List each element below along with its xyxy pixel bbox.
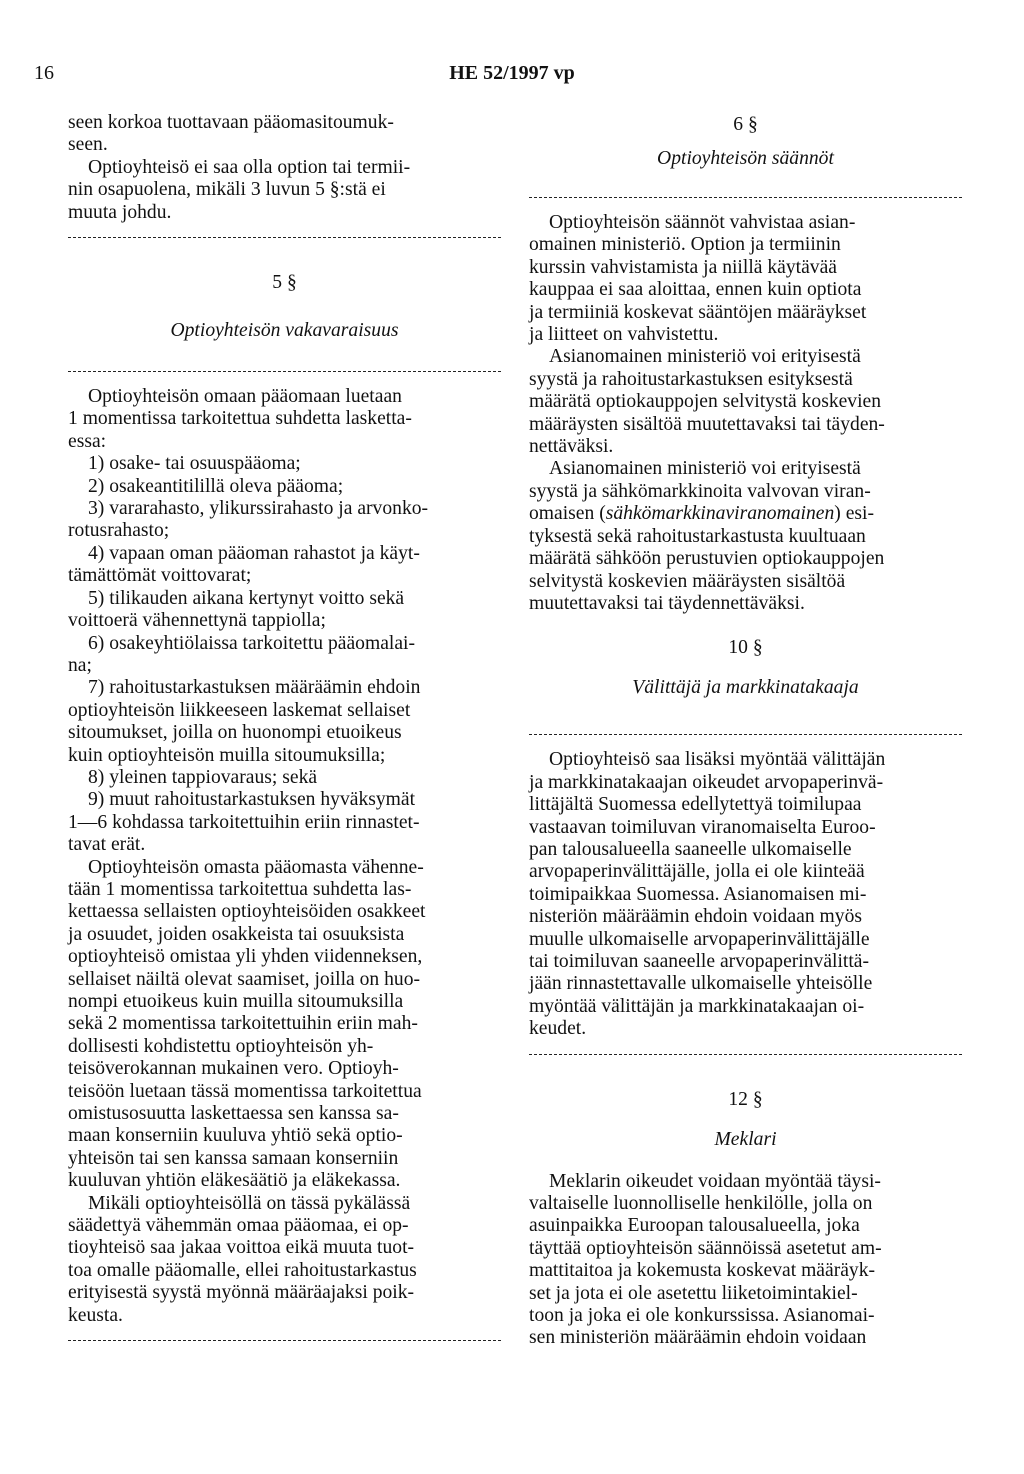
section-number: 12 § bbox=[728, 1088, 763, 1110]
text-run: Asianomainen ministeriö voi erityisestä syystä ja sähkömarkkinoita valvovan viran- omaisen ( bbox=[529, 458, 871, 525]
list-item: 5) tilikauden aikana kertynyt voitto sekä voittoerä vähennettynä tappiolla; bbox=[68, 587, 405, 632]
list-item: 9) muut rahoitustarkastuksen hyväksymät 1—6 kohdassa tarkoitettuihin eriin rinnastet- tavat erät. bbox=[68, 789, 420, 856]
paragraph: Mikäli optioyhteisöllä on tässä pykälässä säädettyä vähemmän omaa pääomaa, ei op- tioyhteisö saa jakaa voittoa eikä muuta tuot- toa omalle pääomalle, ellei rahoitustarkastus erityisestä syystä myönnä määräajaksi poik- keusta. bbox=[68, 1192, 417, 1326]
list-item: 2) osakeantitilillä oleva pääoma; bbox=[88, 475, 344, 497]
section-title: Meklari bbox=[714, 1128, 777, 1150]
list-item: 6) osakeyhtiölaissa tarkoitettu pääomalai- na; bbox=[68, 632, 415, 676]
section-title: Välittäjä ja markkinatakaaja bbox=[632, 677, 859, 699]
paragraph: Meklarin oikeudet voidaan myöntää täysi- valtaiselle luonnolliselle henkilölle, jolla on asuinpaikka Euroopan talousalueella, joka täyttää optioyhteisön säännöissä asetetut am- mattitaitoa ja kokemusta koskevat määräyk- set ja jota ei ole asetettu liiketoimintakiel- toon ja joka ei ole konkurssissa. Asianomai- sen ministeriön määräämin ehdoin voidaan bbox=[529, 1170, 882, 1349]
omission-separator bbox=[68, 1327, 501, 1349]
page-header bbox=[0, 62, 1024, 94]
text-run: ) esi- tyksestä sekä rahoitustarkastusta kuultuaan määrätä sähköön perustuvien optiokauppojen selvitystä koskevien määräysten sisältöä muutettavaksi tai täydennettäväksi. bbox=[529, 503, 885, 614]
section-number: 6 § bbox=[733, 114, 758, 135]
list-item: 8) yleinen tappiovaraus; sekä bbox=[88, 766, 318, 788]
paragraph: Optioyhteisö ei saa olla option tai termii- nin osapuolena, mikäli 3 luvun 5 §:stä ei muuta johdu. bbox=[68, 156, 411, 223]
left-column bbox=[68, 112, 501, 1349]
paragraph bbox=[529, 458, 962, 615]
list-item: 7) rahoitustarkastuksen määräämin ehdoin optioyhteisön liikkeeseen laskemat sellaiset sitoumukset, joilla on huonompi etuoikeus kuin optioyhteisön muilla sitoumuksilla; bbox=[68, 677, 421, 766]
omission-separator bbox=[68, 358, 501, 380]
document-id: HE 52/1997 vp bbox=[449, 62, 575, 84]
paragraph: Asianomainen ministeriö voi erityisestä syystä ja rahoitustarkastuksen esityksestä määrätä optiokauppojen selvitystä koskevien määräysten sisältöä muutettavaksi tai täyden- nettäväksi. bbox=[529, 346, 885, 458]
paragraph-continued: seen korkoa tuottavaan pääomasitoumuk- seen. bbox=[68, 112, 394, 156]
paragraph: Optioyhteisön säännöt vahvistaa asian- omainen ministeriö. Option ja termiinin kurssin vahvistamista ja niillä käytävää kauppaa ei saa aloittaa, ennen kuin optiota ja termiiniä koskevat sääntöjen määräykset ja liitteet on vahvistettu. bbox=[529, 212, 867, 346]
right-column bbox=[529, 112, 962, 1350]
paragraph: Optioyhteisö saa lisäksi myöntää välittäjän ja markkinatakaajan oikeudet arvopaperinvä- littäjältä Suomessa edellytettyä toimilupaa vastaavan toimiluvan viranomaiselta Euroo- pan talousalueella saaneelle ulkomaiselle arvopaperinvälittäjälle, jolla ei ole kiinteää toimipaikkaa Suomessa. Asianomaisen mi- nisteriön määräämin ehdoin voidaan myös muulle ulkomaiselle arvopaperinvälittäjälle tai toimiluvan saaneelle arvopaperinvälittä- jään rinnastettavalle ulkomaiselle yhteisölle myöntää välittäjän ja markkinatakaajan oi- keudet. bbox=[529, 749, 886, 1040]
section-title: Optioyhteisön säännöt bbox=[657, 148, 834, 169]
omission-separator bbox=[529, 1041, 962, 1063]
list-item: 3) vararahasto, ylikurssirahasto ja arvonko- rotusrahasto; bbox=[68, 498, 429, 542]
section-number: 5 § bbox=[272, 272, 297, 294]
paragraph: Optioyhteisön omasta pääomasta vähenne- tään 1 momentissa tarkoitettua suhdetta las- kettaessa sellaisten optioyhteisöiden osakkeet ja osuudet, joiden osakkeista tai osuuksista optioyhteisö omistaa yli yhden viidenneksen, sellaiset näiltä olevat saamiset, joilla on huo- nompi etuoikeus kuin muilla sitoumuksilla sekä 2 momentissa tarkoitettuihin eriin mah- dollisesti kohdistettu optioyhteisön yh- teisöverokannan mukainen vero. Optioyh- teisöön luetaan tässä momentissa tarkoitettua omistusosuutta laskettaessa sen kanssa sa- maan konserniin kuuluva yhtiö sekä optio- yhteisön tai sen kanssa samaan konserniin kuuluvan yhtiön eläkesäätiö ja eläkekassa. bbox=[68, 856, 426, 1192]
omission-separator bbox=[529, 184, 962, 206]
section-number: 10 § bbox=[728, 637, 763, 659]
list-item: 1) osake- tai osuuspääoma; bbox=[88, 453, 301, 475]
section-title: Optioyhteisön vakavaraisuus bbox=[170, 320, 399, 342]
paragraph: Optioyhteisön omaan pääomaan luetaan 1 momentissa tarkoitettua suhdetta laskettа- essa: bbox=[68, 386, 412, 452]
list-item: 4) vapaan oman pääoman rahastot ja käyt- tämättömät voittovarat; bbox=[68, 542, 420, 587]
omission-separator bbox=[68, 224, 501, 246]
defined-term: sähkömarkkinaviranomainen bbox=[605, 503, 835, 525]
omission-separator bbox=[529, 721, 962, 743]
page-number: 16 bbox=[34, 62, 54, 84]
